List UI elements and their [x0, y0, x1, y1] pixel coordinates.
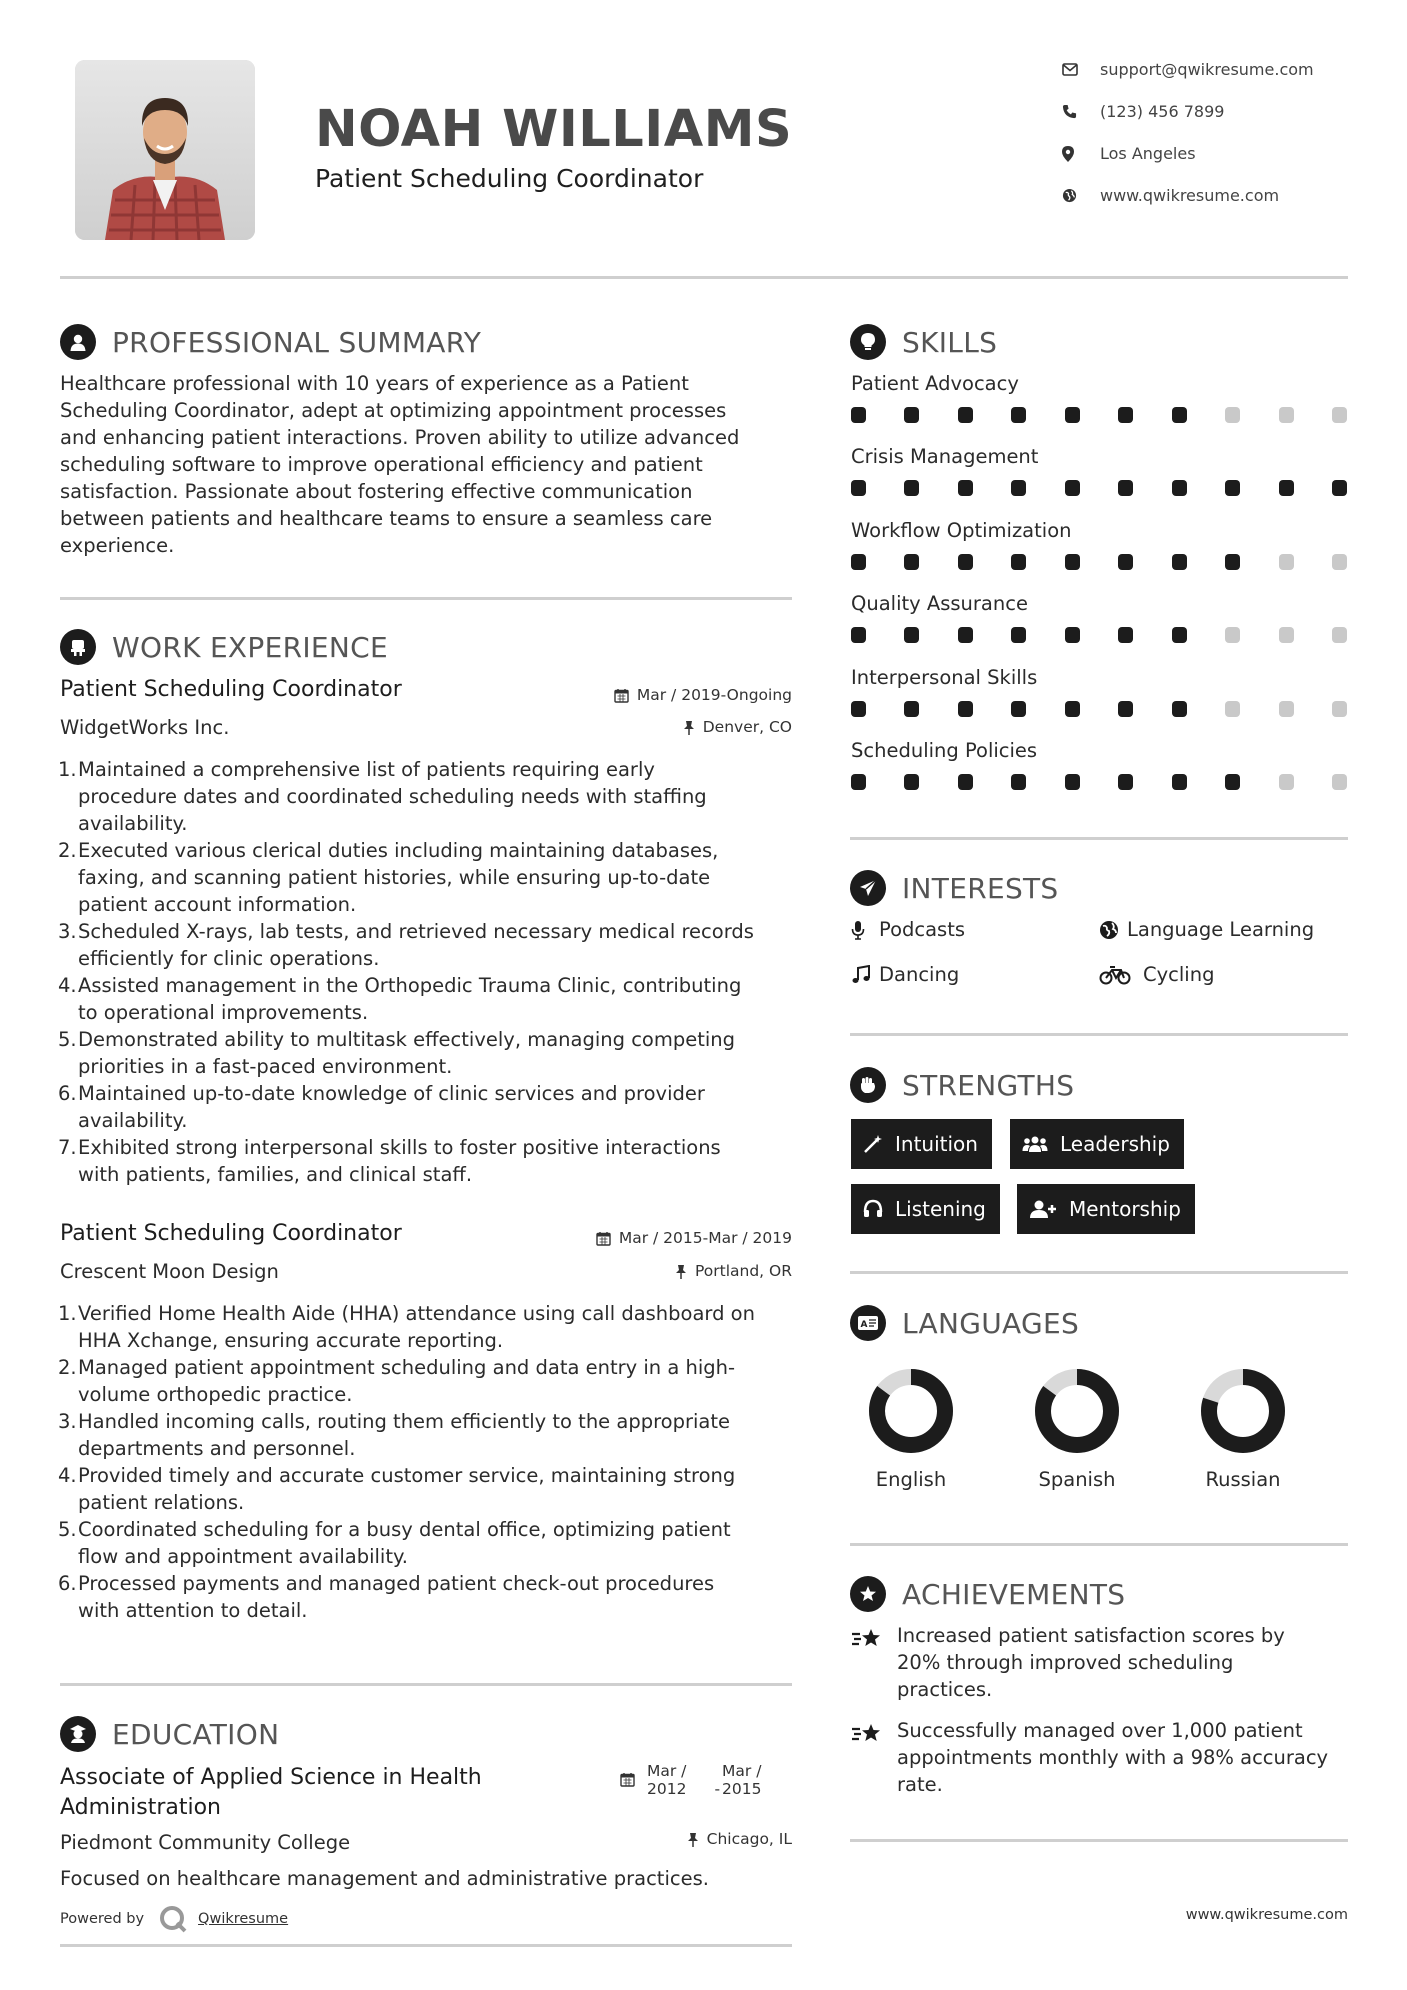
contact-website[interactable] [1062, 186, 1342, 205]
language-ring [868, 1368, 954, 1454]
strengths-heading [850, 1067, 1074, 1103]
job-location-text: Denver, CO [702, 718, 792, 736]
skill-row [851, 592, 1347, 643]
summary-line: Scheduling Coordinator, adept at optimizing appointment processes [60, 399, 727, 422]
interests-divider [850, 1033, 1348, 1036]
graduate-icon [60, 1716, 96, 1752]
list-item: 6. Maintained up-to-date knowledge of clinic services and provider availability. [58, 1082, 705, 1132]
strengths-title: STRENGTHS [902, 1068, 1075, 1102]
candidate-role: Patient Scheduling Coordinator [315, 164, 704, 193]
footer-website[interactable]: www.qwikresume.com [1185, 1907, 1348, 1923]
job-location [560, 1262, 792, 1280]
summary-line: satisfaction. Passionate about fostering effective communication [60, 480, 693, 503]
skill-dot-filled [1225, 480, 1240, 496]
skill-dot-empty [1225, 407, 1240, 423]
skill-dot-filled [1065, 701, 1080, 717]
job-location [560, 718, 792, 736]
star-badge-icon [850, 1576, 886, 1612]
skill-dot-filled [1011, 701, 1026, 717]
contact-email-text: support@qwikresume.com [1100, 60, 1314, 79]
contact-website-text: www.qwikresume.com [1100, 186, 1280, 205]
list-item: 3. Scheduled X-rays, lab tests, and retrieved necessary medical records efficiently for clinic operations. [58, 920, 754, 970]
skill-dot-filled [851, 554, 866, 570]
skill-dot-filled [1172, 774, 1187, 790]
music-note-icon [851, 965, 879, 985]
skill-dot-empty [1332, 407, 1347, 423]
degree-title: Associate of Applied Science in Health Administration [60, 1765, 482, 1820]
skill-dot-filled [851, 407, 866, 423]
users-icon [1022, 1134, 1048, 1154]
skill-name: Scheduling Policies [851, 739, 1038, 762]
skill-dot-filled [904, 774, 919, 790]
company-name: WidgetWorks Inc. [60, 716, 230, 739]
globe-icon [1099, 920, 1127, 940]
strength-tag-leadership: Leadership [1010, 1119, 1184, 1169]
skill-dot-filled [904, 480, 919, 496]
skill-dot-filled [1172, 407, 1187, 423]
achievement-item: Increased patient satisfaction scores by 20% through improved scheduling practices. [851, 1622, 1351, 1703]
experience-title: WORK EXPERIENCE [112, 630, 388, 664]
summary-line: and enhancing patient interactions. Proven ability to utilize advanced [60, 426, 740, 449]
language-name: English [875, 1468, 947, 1491]
company-name: Crescent Moon Design [60, 1260, 279, 1283]
header-divider [60, 276, 1348, 279]
strengths-divider [850, 1271, 1348, 1274]
skill-dot-filled [958, 554, 973, 570]
skill-dot-filled [1225, 554, 1240, 570]
job-bullets [58, 1300, 798, 1624]
pushpin-icon [687, 1832, 699, 1847]
language-item [1183, 1368, 1303, 1491]
education-title: EDUCATION [112, 1717, 280, 1751]
skill-dot-filled [851, 480, 866, 496]
job-location-text: Portland, OR [694, 1262, 792, 1280]
skill-dot-filled [1118, 774, 1133, 790]
skill-dot-filled [1279, 480, 1294, 496]
user-icon [60, 324, 96, 360]
contact-phone[interactable] [1062, 102, 1342, 121]
list-item: 1. Verified Home Health Aide (HHA) attendance using call dashboard on HHA Xchange, ensuring accurate reporting. [58, 1302, 755, 1352]
skill-dot-filled [958, 480, 973, 496]
skill-name: Interpersonal Skills [851, 665, 1038, 689]
headphones-icon [863, 1199, 883, 1219]
skill-dot-filled [851, 701, 866, 717]
calendar-icon [620, 1772, 635, 1787]
job-dates [540, 1229, 792, 1247]
skill-row [851, 666, 1347, 717]
interest-dancing: Dancing [851, 963, 959, 986]
summary-heading [60, 324, 481, 360]
achievement-item: Successfully managed over 1,000 patient appointments monthly with a 98% accuracy rate. [851, 1717, 1351, 1798]
school-name: Piedmont Community College [60, 1831, 351, 1854]
skills-title: SKILLS [902, 325, 998, 359]
experience-divider [60, 1683, 792, 1686]
skill-dot-filled [1118, 627, 1133, 643]
skill-dot-filled [1065, 480, 1080, 496]
skill-dot-filled [1065, 774, 1080, 790]
language-name: Spanish [1038, 1468, 1116, 1491]
magic-wand-icon [863, 1134, 883, 1154]
skill-name: Quality Assurance [851, 592, 1028, 616]
calendar-icon [596, 1231, 611, 1246]
skill-level-dots [851, 701, 1347, 717]
summary-title: PROFESSIONAL SUMMARY [112, 325, 482, 359]
list-item: 3. Handled incoming calls, routing them efficiently to the appropriate departments and personnel. [58, 1410, 731, 1460]
skill-dot-filled [1225, 774, 1240, 790]
skill-level-dots [851, 480, 1347, 496]
skill-row [851, 372, 1347, 423]
languages-list [851, 1368, 1351, 1508]
skill-name: Workflow Optimization [851, 518, 1072, 542]
skill-dot-filled [1118, 701, 1133, 717]
summary-text [60, 370, 800, 559]
skill-dot-filled [1172, 701, 1187, 717]
achievements-title: ACHIEVEMENTS [902, 1577, 1126, 1611]
job-title: Patient Scheduling Coordinator [60, 677, 402, 702]
skill-name: Crisis Management [851, 445, 1039, 469]
skill-dot-filled [1118, 554, 1133, 570]
language-item [851, 1368, 971, 1491]
contact-phone-text: (123) 456 7899 [1100, 102, 1225, 121]
interest-language-learning: Language Learning [1099, 918, 1314, 941]
summary-divider [60, 597, 792, 600]
footer-divider [60, 1944, 792, 1947]
skill-dot-empty [1225, 701, 1240, 717]
paper-plane-icon [850, 870, 886, 906]
skill-dot-filled [958, 774, 973, 790]
skill-row [851, 445, 1347, 496]
briefcase-icon [60, 629, 96, 665]
skill-dot-filled [958, 407, 973, 423]
interest-podcasts: Podcasts [851, 918, 965, 941]
skill-name: Patient Advocacy [851, 372, 1019, 395]
skill-dot-empty [1279, 774, 1294, 790]
pushpin-icon [675, 1264, 687, 1279]
skill-dot-filled [1172, 480, 1187, 496]
list-item: 7. Exhibited strong interpersonal skills to foster positive interactions with patients, families, and clinical staff. [58, 1136, 721, 1186]
languages-divider [850, 1543, 1348, 1546]
language-card-icon [850, 1305, 886, 1341]
job-dates [560, 686, 792, 704]
svg-text:A: A [860, 1320, 868, 1330]
skill-level-dots [851, 627, 1347, 643]
skill-dot-empty [1279, 407, 1294, 423]
education-heading [60, 1716, 279, 1752]
map-pin-icon [1062, 146, 1100, 162]
skill-dot-filled [1065, 554, 1080, 570]
globe-icon [1062, 188, 1100, 203]
language-name: Russian [1205, 1468, 1281, 1491]
list-item: 6. Processed payments and managed patient check-out procedures with attention to detail. [58, 1572, 715, 1622]
job-bullets [58, 756, 798, 1188]
skill-dot-filled [1011, 480, 1026, 496]
education-dates: Mar / 2012 - Mar / 2015 [620, 1762, 792, 1798]
skills-divider [850, 837, 1348, 840]
interest-cycling: Cycling [1099, 963, 1214, 986]
skill-dot-filled [1332, 480, 1347, 496]
skill-level-dots [851, 554, 1347, 570]
languages-title: LANGUAGES [902, 1306, 1080, 1340]
experience-heading [60, 629, 388, 665]
shooting-star-icon [851, 1622, 897, 1703]
skill-dot-filled [1118, 480, 1133, 496]
skill-dot-filled [1172, 627, 1187, 643]
education-location-text: Chicago, IL [706, 1830, 792, 1848]
language-ring [1200, 1368, 1286, 1454]
skill-dot-empty [1279, 627, 1294, 643]
summary-line: Healthcare professional with 10 years of experience as a Patient [60, 372, 689, 395]
candidate-name: NOAH WILLIAMS [315, 100, 793, 159]
strength-tag-listening: Listening [851, 1184, 1000, 1234]
skill-dot-filled [1011, 407, 1026, 423]
job-dates-text: Mar / 2019-Ongoing [636, 686, 792, 704]
skill-level-dots [851, 774, 1347, 790]
pushpin-icon [683, 720, 695, 735]
job-dates-text: Mar / 2015-Mar / 2019 [618, 1229, 792, 1247]
skill-row [851, 519, 1347, 570]
skill-dot-filled [1011, 627, 1026, 643]
fist-icon [850, 1067, 886, 1103]
skill-dot-empty [1332, 627, 1347, 643]
languages-heading [850, 1305, 1079, 1341]
contact-location-text: Los Angeles [1100, 144, 1196, 163]
interests-heading [850, 870, 1059, 906]
list-item: 2. Executed various clerical duties including maintaining databases, faxing, and scanning patient histories, while ensuring up-to-date patient account information. [58, 839, 719, 916]
list-item: 2. Managed patient appointment scheduling and data entry in a high- volume orthopedic practice. [58, 1356, 736, 1406]
interests-title: INTERESTS [902, 871, 1059, 905]
summary-line: between patients and healthcare teams to ensure a seamless care [60, 507, 713, 530]
skill-dot-filled [1065, 407, 1080, 423]
skill-dot-empty [1332, 701, 1347, 717]
shooting-star-icon [851, 1717, 897, 1798]
language-ring [1034, 1368, 1120, 1454]
achievements-heading [850, 1576, 1125, 1612]
strength-tag-intuition: Intuition [851, 1119, 992, 1169]
skill-dot-filled [904, 407, 919, 423]
phone-icon [1062, 104, 1100, 119]
contact-location [1062, 144, 1342, 163]
user-plus-icon [1029, 1199, 1057, 1219]
job-title: Patient Scheduling Coordinator [60, 1221, 402, 1246]
summary-line: experience. [60, 534, 175, 557]
qwikresume-link[interactable]: Qwikresume [198, 1911, 289, 1927]
skill-row [851, 739, 1347, 790]
microphone-icon [851, 920, 879, 940]
skill-dot-filled [1011, 774, 1026, 790]
skill-dot-filled [904, 554, 919, 570]
skills-heading [850, 324, 997, 360]
list-item: 5. Demonstrated ability to multitask effectively, managing competing priorities in a fast-paced environment. [58, 1028, 736, 1078]
qwikresume-logo-icon [158, 1904, 188, 1934]
skill-dot-filled [1065, 627, 1080, 643]
skill-dot-filled [904, 627, 919, 643]
lightbulb-icon [850, 324, 886, 360]
skill-dot-filled [1172, 554, 1187, 570]
contact-email[interactable] [1062, 60, 1342, 79]
skill-dot-filled [958, 701, 973, 717]
skill-dot-filled [851, 774, 866, 790]
envelope-icon [1062, 63, 1100, 76]
summary-line: scheduling software to improve operational efficiency and patient [60, 453, 703, 476]
powered-by: Powered by Qwikresume [60, 1904, 288, 1934]
skill-dot-filled [1011, 554, 1026, 570]
profile-photo [75, 60, 255, 240]
skill-dot-filled [958, 627, 973, 643]
language-item [1017, 1368, 1137, 1491]
skill-dot-filled [904, 701, 919, 717]
calendar-icon [614, 688, 629, 703]
list-item: 5. Coordinated scheduling for a busy dental office, optimizing patient flow and appointment availability. [58, 1518, 731, 1568]
skill-dot-filled [851, 627, 866, 643]
skill-level-dots [851, 407, 1347, 423]
skill-dot-filled [1118, 407, 1133, 423]
skill-dot-empty [1279, 701, 1294, 717]
skill-dot-empty [1332, 774, 1347, 790]
list-item: 1. Maintained a comprehensive list of patients requiring early procedure dates and coordinated scheduling needs with staffing availability. [58, 758, 707, 835]
list-item: 4. Provided timely and accurate customer service, maintaining strong patient relations. [58, 1464, 736, 1514]
skill-dot-empty [1279, 554, 1294, 570]
strength-tag-mentorship: Mentorship [1017, 1184, 1195, 1234]
education-description: Focused on healthcare management and administrative practices. [60, 1867, 709, 1890]
bicycle-icon [1099, 965, 1143, 985]
skill-dot-empty [1225, 627, 1240, 643]
list-item: 4. Assisted management in the Orthopedic Trauma Clinic, contributing to operational improvements. [58, 974, 742, 1024]
achievements-divider [850, 1839, 1348, 1842]
education-location [560, 1830, 792, 1848]
skill-dot-empty [1332, 554, 1347, 570]
